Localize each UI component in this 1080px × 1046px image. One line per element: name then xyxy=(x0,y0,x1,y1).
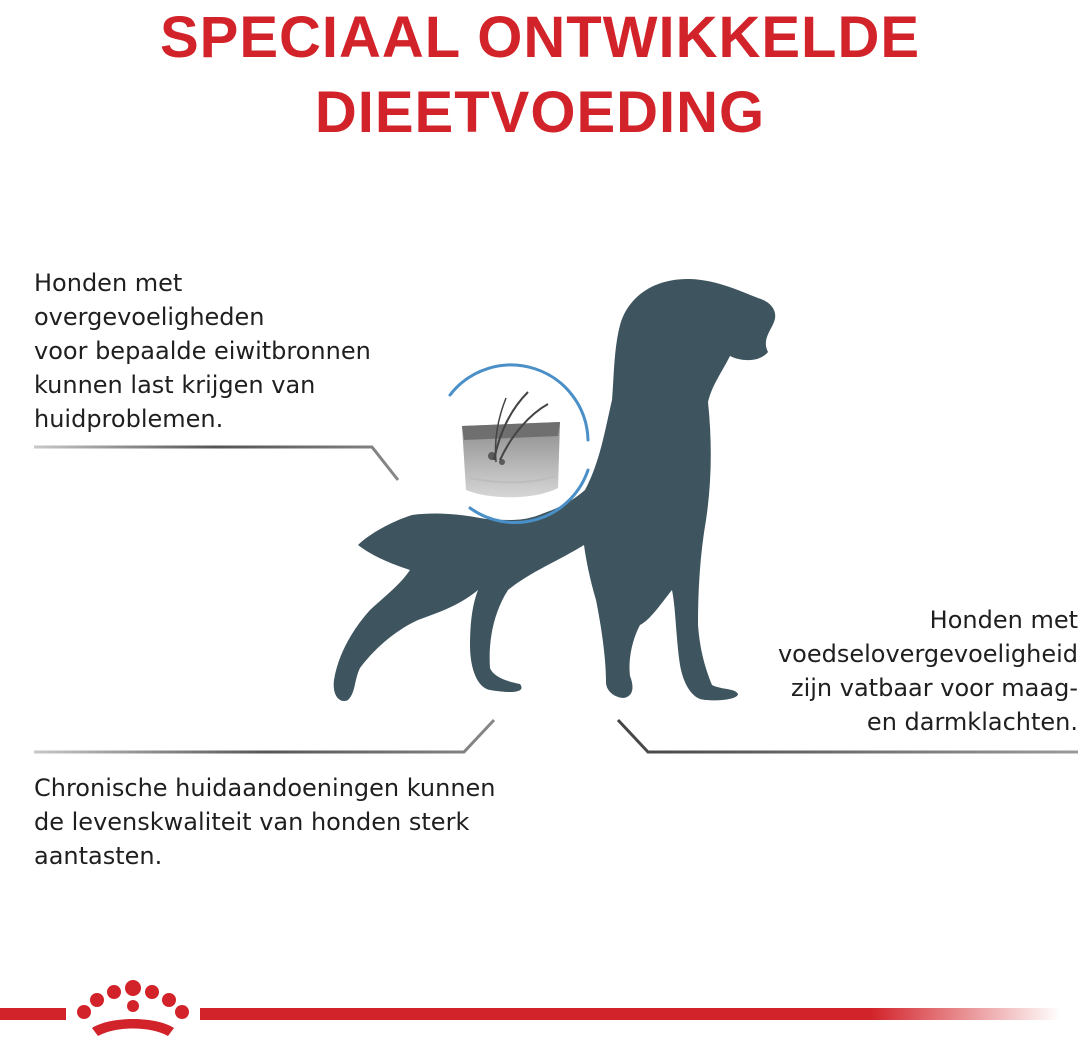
callout-line: huidproblemen. xyxy=(34,405,224,433)
callout-top-left xyxy=(34,266,371,436)
brand-bar xyxy=(0,1008,1060,1020)
title-line-2: DIEETVOEDING xyxy=(314,80,766,145)
callout-bottom-left xyxy=(34,771,496,873)
callout-line: kunnen last krijgen van xyxy=(34,371,316,399)
callout-line: en darmklachten. xyxy=(866,708,1078,736)
callout-bottom-right xyxy=(778,603,1078,739)
callout-line: Honden met xyxy=(34,269,183,297)
callout-line-top-left xyxy=(34,447,398,480)
callout-line: Honden met xyxy=(929,606,1078,634)
callout-line: overgevoeligheden xyxy=(34,303,265,331)
callout-line: zijn vatbaar voor maag- xyxy=(791,674,1078,702)
royal-crown-logo xyxy=(77,980,189,1036)
callout-line: de levenskwaliteit van honden sterk xyxy=(34,808,470,836)
callout-line: Chronische huidaandoeningen kunnen xyxy=(34,774,496,802)
callout-line: voedselovergevoeligheid xyxy=(777,640,1078,668)
callout-line: voor bepaalde eiwitbronnen xyxy=(34,337,371,365)
callout-line-bottom-left xyxy=(34,720,494,752)
title-line-1: SPECIAAL ONTWIKKELDE xyxy=(159,5,921,70)
callout-line: aantasten. xyxy=(34,842,163,870)
